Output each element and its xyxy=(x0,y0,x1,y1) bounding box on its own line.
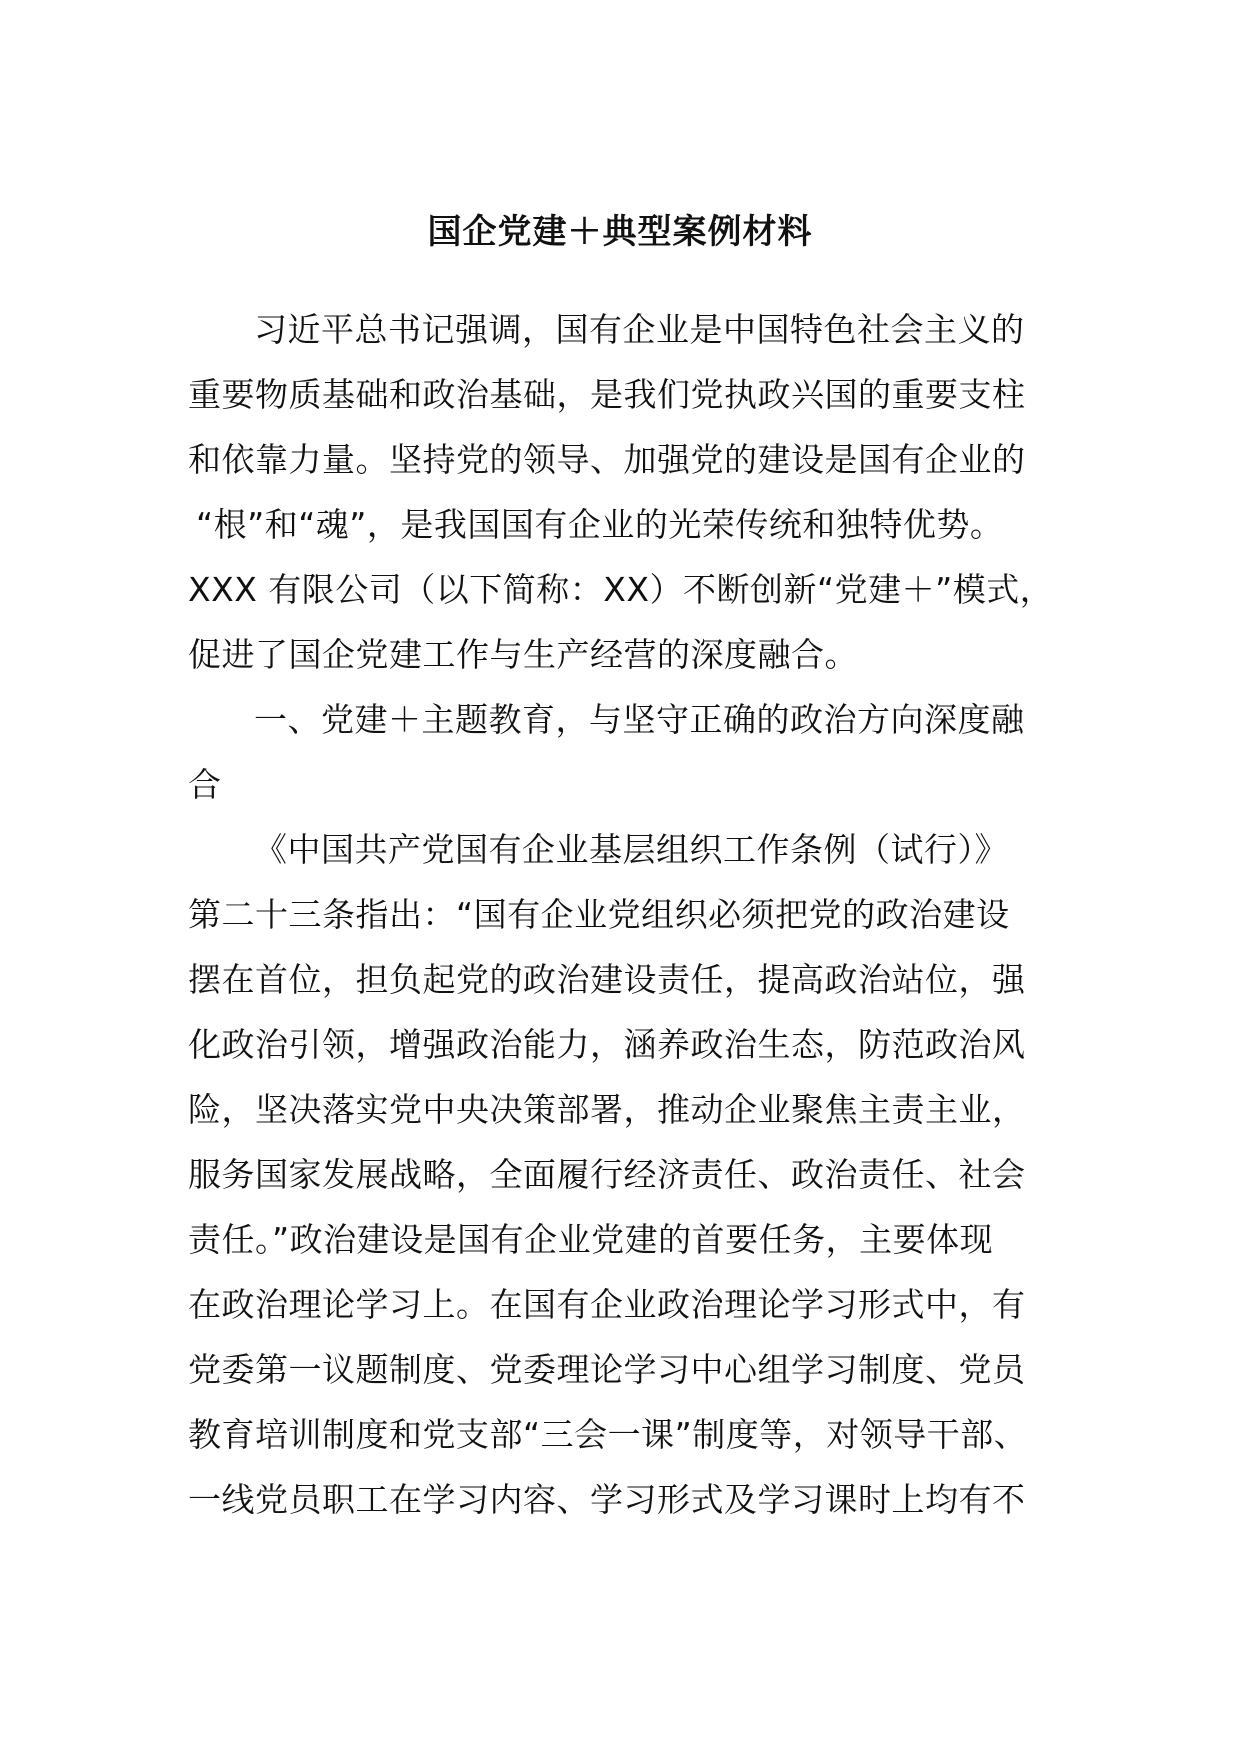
section-heading-line: 一、党建＋主题教育，与坚守正确的政治方向深度融 xyxy=(254,700,1025,739)
paragraph-line: “根”和“魂”，是我国国有企业的光荣传统和独特优势。 xyxy=(196,505,1004,544)
paragraph-line: 和依靠力量。坚持党的领导、加强党的建设是国有企业的 xyxy=(188,440,1026,479)
paragraph-line: XXX 有限公司（以下简称：XX）不断创新“党建＋”模式， xyxy=(188,570,1054,609)
paragraph-line: 《中国共产党国有企业基层组织工作条例（试行）》 xyxy=(254,830,1008,869)
section-heading-line: 合 xyxy=(188,765,222,804)
paragraph-line: 党委第一议题制度、党委理论学习中心组学习制度、党员 xyxy=(188,1350,1026,1389)
paragraph-line: 促进了国企党建工作与生产经营的深度融合。 xyxy=(188,635,858,674)
paragraph-line: 化政治引领，增强政治能力，涵养政治生态，防范政治风 xyxy=(188,1025,1026,1064)
paragraph-line: 第二十三条指出：“国有企业党组织必须把党的政治建设 xyxy=(188,895,1010,934)
paragraph-line: 险，坚决落实党中央决策部署，推动企业聚焦主责主业， xyxy=(188,1090,1026,1129)
paragraph-line: 摆在首位，担负起党的政治建设责任，提高政治站位，强 xyxy=(188,960,1026,999)
paragraph-line: 责任。”政治建设是国有企业党建的首要任务，主要体现 xyxy=(188,1220,994,1259)
paragraph-line: 服务国家发展战略，全面履行经济责任、政治责任、社会 xyxy=(188,1155,1026,1194)
paragraph-line: 重要物质基础和政治基础，是我们党执政兴国的重要支柱 xyxy=(188,375,1026,414)
paragraph-line: 习近平总书记强调，国有企业是中国特色社会主义的 xyxy=(254,310,1025,349)
paragraph-line: 教育培训制度和党支部“三会一课”制度等，对领导干部、 xyxy=(188,1415,1028,1454)
paragraph-line: 一线党员职工在学习内容、学习形式及学习课时上均有不 xyxy=(188,1480,1026,1519)
document-title: 国企党建＋典型案例材料 xyxy=(427,212,813,252)
paragraph-line: 在政治理论学习上。在国有企业政治理论学习形式中，有 xyxy=(188,1285,1026,1324)
